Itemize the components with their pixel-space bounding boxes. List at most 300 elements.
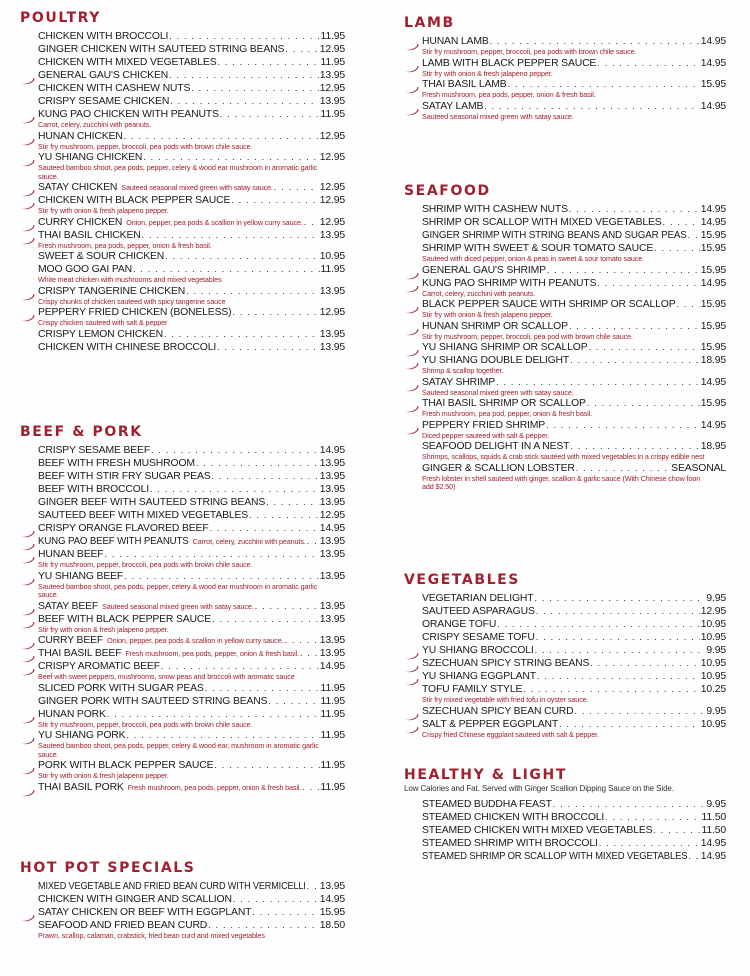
dot-leader xyxy=(169,30,319,43)
menu-item-hunan-chicken xyxy=(20,130,345,152)
dot-leader xyxy=(107,708,320,721)
dot-leader xyxy=(217,56,319,69)
menu-item-kung-pao-shrimp-with-peanuts xyxy=(404,277,726,299)
chili-pepper-icon xyxy=(20,551,35,558)
item-price: 13.95 xyxy=(319,471,345,482)
menu-item-szechuan-spicy-bean-curd xyxy=(404,705,726,718)
item-description: Stir fry mushroom, pepper, broccoli, pea pods with brown chile sauce. xyxy=(38,141,253,151)
item-name: HUNAN CHICKEN xyxy=(38,130,123,142)
item-name: GINGER BEEF WITH SAUTEED STRING BEANS xyxy=(38,497,266,508)
chili-pepper-icon xyxy=(404,708,419,715)
chili-pepper-icon xyxy=(20,72,35,79)
item-name: STEAMED SHRIMP OR SCALLOP WITH MIXED VEGETABLES xyxy=(422,851,688,862)
item-price: 11.95 xyxy=(320,708,345,720)
dot-leader xyxy=(599,837,700,850)
item-name: LAMB WITH BLACK PEPPER SAUCE xyxy=(422,57,597,69)
menu-item-mixed-vegetable-and-fried-bean-curd-with-vermicelli xyxy=(20,880,345,893)
dot-leader xyxy=(535,644,706,657)
item-name: SHRIMP WITH CASHEW NUTS xyxy=(422,204,568,215)
section-title: HOT POT SPECIALS xyxy=(20,860,196,876)
item-name: BLACK PEPPER SAUCE WITH SHRIMP OR SCALLOP xyxy=(422,299,676,310)
dot-leader xyxy=(233,893,319,906)
item-description: Stir fry with onion & fresh jalapeno pepper. xyxy=(422,68,553,78)
item-price: 18.95 xyxy=(700,355,726,366)
dot-leader xyxy=(654,242,700,255)
menu-item-ginger-chicken-with-sauteed-string-beans xyxy=(20,43,345,56)
item-description: Shrimp & scallop together. xyxy=(422,366,504,375)
item-price: 13.95 xyxy=(319,458,345,469)
dot-leader xyxy=(559,718,700,731)
item-name: CRISPY SESAME TOFU xyxy=(422,632,535,643)
dot-leader xyxy=(304,216,319,229)
item-name: CURRY CHICKEN xyxy=(38,216,123,228)
dot-leader xyxy=(547,264,700,277)
item-price: 13.95 xyxy=(319,570,345,582)
menu-item-beef-with-fresh-mushroom xyxy=(20,457,345,470)
item-price: 15.95 xyxy=(700,264,726,276)
item-price: 11.95 xyxy=(320,730,345,741)
dot-leader xyxy=(589,341,700,354)
item-price: 10.95 xyxy=(700,632,726,643)
item-name: SATAY LAMB xyxy=(422,100,484,112)
item-price: 13.95 xyxy=(319,484,345,495)
item-description: Onion, pepper, pea pods & scallion in yellow curry sauce. xyxy=(126,217,303,227)
item-name: GENERAL GAU'S CHICKEN xyxy=(38,70,169,81)
menu-item-thai-basil-shrimp-or-scallop xyxy=(404,397,726,419)
dot-leader xyxy=(536,605,700,618)
item-description: Stir fry mushroom, pepper, broccoli, pea pods with brown chile sauce. xyxy=(38,560,253,569)
item-description: Beef with sweet peppers, mushrooms, snow peas and broccoli with aromatic sauce xyxy=(38,672,295,681)
item-name: PEPPERY FRIED CHICKEN (BONELESS) xyxy=(38,307,232,318)
dot-leader xyxy=(597,277,699,290)
dot-leader xyxy=(150,483,319,496)
item-description: Fresh mushroom, pea pods, pepper, onion & fresh basil. xyxy=(127,782,302,792)
menu-item-moo-goo-gai-pan xyxy=(20,263,345,285)
item-description: Fresh mushroom, pea pods, pepper, onion & fresh basil. xyxy=(422,90,596,99)
dot-leader xyxy=(142,229,319,242)
item-price: 15.95 xyxy=(700,299,726,310)
item-price: 14.95 xyxy=(319,894,345,905)
item-name: BEEF WITH FRESH MUSHROOM xyxy=(38,458,195,469)
chili-pepper-icon xyxy=(20,573,35,580)
item-name: SZECHUAN SPICY STRING BEANS xyxy=(422,658,590,669)
item-description: Stir fry with onion & fresh jalapeno pepper. xyxy=(38,771,169,780)
item-name: YU SHIANG DOUBLE DELIGHT xyxy=(422,355,570,366)
item-price: 12.95 xyxy=(319,152,345,163)
item-name: THAI BASIL BEEF xyxy=(38,648,122,659)
chili-pepper-icon xyxy=(404,81,419,88)
dot-leader xyxy=(232,306,318,319)
menu-item-general-gau-s-shrimp xyxy=(404,264,726,277)
menu-item-sweet-sour-chicken xyxy=(20,250,345,263)
item-price: 14.95 xyxy=(700,376,726,388)
menu-item-crispy-orange-flavored-beef xyxy=(20,522,345,535)
item-price: 14.95 xyxy=(700,217,726,228)
menu-item-shrimp-with-sweet-sour-tomato-sauce xyxy=(404,242,726,264)
item-price: 12.95 xyxy=(319,510,345,521)
item-description: Prawn, scallop, calamari, crabstick, fried bean curd and mixed vegetables xyxy=(38,931,265,940)
dot-leader xyxy=(300,647,319,660)
dot-leader xyxy=(537,670,700,683)
item-name: PORK WITH BLACK PEPPER SAUCE xyxy=(38,760,214,771)
dot-leader xyxy=(597,57,700,70)
section-title: LAMB xyxy=(404,15,455,31)
menu-item-kung-pao-chicken-with-peanuts xyxy=(20,108,345,130)
item-name: GINGER & SCALLION LOBSTER xyxy=(422,462,575,474)
chili-pepper-icon xyxy=(20,111,35,118)
item-price: 15.95 xyxy=(700,230,726,241)
item-name: GINGER SHRIMP WITH STRING BEANS AND SUGAR PEAS xyxy=(422,230,687,241)
item-price: 13.95 xyxy=(319,648,345,659)
item-price: 12.95 xyxy=(319,44,345,55)
item-name: HUNAN SHRIMP OR SCALLOP xyxy=(422,320,568,332)
dot-leader xyxy=(210,522,319,535)
item-price: 13.95 xyxy=(319,600,345,612)
dot-leader xyxy=(274,181,319,194)
item-name: GINGER PORK WITH SAUTEED STRING BEANS xyxy=(38,695,268,707)
chili-pepper-icon xyxy=(20,184,35,191)
item-price: 12.95 xyxy=(319,307,345,318)
menu-item-yu-shiang-eggplant xyxy=(404,670,726,683)
item-description: Onion, pepper, pea pods & scallion in yellow curry sauce. xyxy=(107,636,284,645)
dot-leader xyxy=(268,695,319,708)
menu-item-vegetarian-delight xyxy=(404,592,726,605)
menu-item-beef-with-broccoli xyxy=(20,483,345,496)
menu-item-peppery-fried-chicken-boneless xyxy=(20,306,345,328)
menu-item-hunan-lamb xyxy=(404,35,726,57)
item-description: Stir fry with onion & fresh jalapeno pepper. xyxy=(38,206,169,215)
item-description: Fresh lobster in shell sauteed with ginger, scallion & garlic sauce (With Chinese chow foon add $2.50) xyxy=(422,473,701,491)
menu-item-steamed-chicken-with-broccoli xyxy=(404,811,726,824)
menu-item-curry-beef xyxy=(20,634,345,647)
item-description: Sauteed seasonal mixed green with satay sauce. xyxy=(422,387,574,397)
item-price: 14.95 xyxy=(700,419,726,431)
item-description: Sauteed bamboo shoot, pea pods, pepper, celery & wood ear mushroom in aromatic garlic sauce. xyxy=(38,163,318,181)
dot-leader xyxy=(170,95,319,108)
menu-item-satay-shrimp xyxy=(404,376,726,398)
item-price: 13.95 xyxy=(319,285,345,297)
item-description: Stir fry mushroom, pepper, broccoli, pea pod with brown chile sauce. xyxy=(422,331,633,341)
dot-leader xyxy=(553,798,706,811)
item-name: MOO GOO GAI PAN xyxy=(38,264,132,275)
section-hotpot xyxy=(20,860,345,941)
menu-item-beef-with-black-pepper-sauce xyxy=(20,613,345,635)
dot-leader xyxy=(307,535,319,548)
menu-item-shrimp-with-cashew-nuts xyxy=(404,203,726,216)
item-name: BEEF WITH BLACK PEPPER SAUCE xyxy=(38,613,212,625)
item-name: CHICKEN WITH CASHEW NUTS xyxy=(38,83,191,94)
item-price: 10.25 xyxy=(700,684,726,695)
menu-item-beef-with-stir-fry-sugar-peas xyxy=(20,470,345,483)
item-price: 14.95 xyxy=(700,57,726,69)
menu-item-yu-shiang-broccoli xyxy=(404,644,726,657)
chili-pepper-icon xyxy=(20,637,35,644)
chili-pepper-icon xyxy=(404,301,419,308)
menu-item-crispy-tangerine-chicken xyxy=(20,285,345,307)
dot-leader xyxy=(497,618,700,631)
item-price: 11.95 xyxy=(320,31,345,42)
item-name: KUNG PAO BEEF WITH PEANUTS xyxy=(38,536,189,547)
chili-pepper-icon xyxy=(404,673,419,680)
item-name: CRISPY SESAME CHICKEN xyxy=(38,96,170,107)
chili-pepper-icon xyxy=(404,103,419,110)
dot-leader xyxy=(307,880,319,893)
chili-pepper-icon xyxy=(404,357,419,364)
chili-pepper-icon xyxy=(20,603,35,610)
item-name: YU SHIANG CHICKEN xyxy=(38,152,143,163)
chili-pepper-icon xyxy=(404,38,419,45)
section-healthy xyxy=(404,767,726,863)
item-price: 11.50 xyxy=(701,825,726,836)
dot-leader xyxy=(677,298,700,311)
menu-item-hunan-beef xyxy=(20,548,345,570)
dot-leader xyxy=(266,496,319,509)
menu-item-sauteed-asparagus xyxy=(404,605,726,618)
item-name: HUNAN PORK xyxy=(38,708,106,720)
dot-leader xyxy=(569,320,700,333)
menu-item-hunan-shrimp-or-scallop xyxy=(404,320,726,342)
menu-item-thai-basil-beef xyxy=(20,647,345,660)
item-price: 13.95 xyxy=(319,497,345,508)
menu-item-shrimp-or-scallop-with-mixed-vegetables xyxy=(404,216,726,229)
item-name: CRISPY AROMATIC BEEF xyxy=(38,661,160,672)
item-name: CURRY BEEF xyxy=(38,635,104,646)
chili-pepper-icon xyxy=(20,732,35,739)
dot-leader xyxy=(302,781,319,794)
item-price: 15.95 xyxy=(319,907,345,918)
section-beef xyxy=(20,424,345,794)
dot-leader xyxy=(663,216,700,229)
item-name: YU SHIANG BEEF xyxy=(38,570,124,582)
menu-item-seafood-delight-in-a-nest xyxy=(404,440,726,462)
item-name: CRISPY ORANGE FLAVORED BEEF xyxy=(38,523,209,534)
menu-item-szechuan-spicy-string-beans xyxy=(404,657,726,670)
item-name: CHICKEN WITH GINGER AND SCALLION xyxy=(38,894,232,905)
menu-item-steamed-chicken-with-mixed-vegetables xyxy=(404,824,726,837)
item-price: 14.95 xyxy=(319,661,345,672)
item-price: 12.95 xyxy=(319,130,345,142)
chili-pepper-icon xyxy=(20,219,35,226)
section-title: POULTRY xyxy=(20,10,102,26)
item-price: 12.95 xyxy=(319,216,345,228)
dot-leader xyxy=(575,705,706,718)
item-name: SATAY CHICKEN xyxy=(38,182,118,193)
dot-leader xyxy=(590,657,699,670)
chili-pepper-icon xyxy=(20,711,35,718)
dot-leader xyxy=(534,592,705,605)
menu-item-ginger-scallion-lobster xyxy=(404,462,726,492)
item-price: 13.95 xyxy=(319,613,345,625)
menu-item-thai-basil-lamb xyxy=(404,78,726,100)
menu-item-yu-shiang-pork xyxy=(20,729,345,759)
item-price: 13.95 xyxy=(319,328,345,340)
item-price: 15.95 xyxy=(700,243,726,254)
chili-pepper-icon xyxy=(20,309,35,316)
menu-item-satay-beef xyxy=(20,600,345,613)
dot-leader xyxy=(536,631,700,644)
item-name: YU SHIANG PORK xyxy=(38,730,126,741)
item-description: Crispy chunks of chicken sauteed with spicy tangerine sauce xyxy=(38,296,226,306)
item-description: Shrimps, scallops, squids & crab stick sautéed with mixed vegetables in a crispy edible nest xyxy=(422,452,705,461)
item-description: Fresh mushroom, pea pod, pepper, onion & fresh basil. xyxy=(422,409,593,418)
item-name: SATAY SHRIMP xyxy=(422,376,496,388)
menu-item-yu-shiang-shrimp-or-scallop xyxy=(404,341,726,354)
item-name: CHICKEN WITH MIXED VEGETABLES xyxy=(38,57,217,68)
item-price: 9.95 xyxy=(706,593,726,604)
menu-item-hunan-pork xyxy=(20,708,345,730)
menu-item-satay-chicken-or-beef-with-eggplant xyxy=(20,906,345,919)
item-price: 13.95 xyxy=(319,341,345,353)
chili-pepper-icon xyxy=(20,525,35,532)
item-description: Fresh mushroom, pea pods, pepper, onion & fresh basil. xyxy=(38,240,212,250)
chili-pepper-icon xyxy=(404,379,419,386)
item-name: KUNG PAO SHRIMP WITH PEANUTS xyxy=(422,277,597,289)
item-price: 13.95 xyxy=(319,96,345,107)
section-poultry xyxy=(20,10,345,354)
item-name: BEEF WITH STIR FRY SUGAR PEAS xyxy=(38,471,211,482)
item-name: SEAFOOD DELIGHT IN A NEST xyxy=(422,441,570,452)
item-name: CRISPY TANGERINE CHICKEN xyxy=(38,285,186,297)
menu-item-black-pepper-sauce-with-shrimp-or-scallop xyxy=(404,298,726,320)
item-name: SATAY BEEF xyxy=(38,600,99,612)
menu-item-crispy-sesame-tofu xyxy=(404,631,726,644)
menu-item-chicken-with-black-pepper-sauce xyxy=(20,194,345,216)
item-price: 11.95 xyxy=(320,760,345,771)
item-name: TOFU FAMILY STYLE xyxy=(422,684,523,695)
item-name: SHRIMP WITH SWEET & SOUR TOMATO SAUCE xyxy=(422,243,654,254)
chili-pepper-icon xyxy=(20,133,35,140)
item-price: 14.95 xyxy=(700,277,726,289)
item-price: 11.95 xyxy=(320,682,345,694)
dot-leader xyxy=(196,457,319,470)
item-description: Sauteed seasonal mixed green with satay sauce. xyxy=(121,183,273,192)
item-description: Carrot, celery, zucchini with peanuts. xyxy=(38,120,152,129)
item-name: SALT & PEPPER EGGPLANT xyxy=(422,718,559,730)
item-name: YU SHIANG BROCCOLI xyxy=(422,645,534,656)
item-description: Crispy chicken sauteed with salt & pepper xyxy=(38,318,168,327)
dot-leader xyxy=(653,824,700,837)
menu-item-kung-pao-beef-with-peanuts xyxy=(20,535,345,548)
menu-item-salt-pepper-eggplant xyxy=(404,718,726,740)
dot-leader xyxy=(249,509,319,522)
dot-leader xyxy=(205,682,320,695)
item-price: 15.95 xyxy=(700,398,726,409)
item-description: Crispy fried Chinese eggplant sauteed with salt & pepper. xyxy=(422,729,599,739)
chili-pepper-icon xyxy=(404,660,419,667)
item-name: CHICKEN WITH BROCCOLI xyxy=(38,31,169,42)
chili-pepper-icon xyxy=(404,267,419,274)
menu-item-orange-tofu xyxy=(404,618,726,631)
chili-pepper-icon xyxy=(404,422,419,429)
item-name: THAI BASIL PORK xyxy=(38,781,124,793)
chili-pepper-icon xyxy=(20,650,35,657)
item-price: 14.95 xyxy=(319,445,345,456)
item-price: 11.95 xyxy=(320,695,345,707)
dot-leader xyxy=(252,906,318,919)
menu-item-peppery-fried-shrimp xyxy=(404,419,726,441)
item-price: 10.95 xyxy=(700,718,726,730)
item-name: THAI BASIL SHRIMP OR SCALLOP xyxy=(422,398,586,409)
chili-pepper-icon xyxy=(20,538,35,545)
menu-item-lamb-with-black-pepper-sauce xyxy=(404,57,726,79)
item-description: Sauteed with diced pepper, onion & peas in sweet & sour tomato sauce xyxy=(422,254,643,263)
chili-pepper-icon xyxy=(404,280,419,287)
item-price: 11.95 xyxy=(320,109,345,120)
item-name: SAUTEED BEEF WITH MIXED VEGETABLES xyxy=(38,510,249,521)
item-price: 14.95 xyxy=(700,100,726,112)
item-price: 12.95 xyxy=(700,606,726,617)
item-name: STEAMED BUDDHA FEAST xyxy=(422,799,552,810)
menu-item-tofu-family-style xyxy=(404,683,726,705)
item-name: SHRIMP OR SCALLOP WITH MIXED VEGETABLES xyxy=(422,217,662,228)
menu-item-ginger-shrimp-with-string-beans-and-sugar-peas xyxy=(404,229,726,242)
item-price: 10.95 xyxy=(700,619,726,630)
menu-item-steamed-shrimp-with-broccoli xyxy=(404,837,726,850)
chili-pepper-icon xyxy=(20,616,35,623)
dot-leader xyxy=(124,130,319,143)
menu-item-ginger-beef-with-sauteed-string-beans xyxy=(20,496,345,509)
menu-item-pork-with-black-pepper-sauce xyxy=(20,759,345,781)
chili-pepper-icon xyxy=(404,400,419,407)
menu-item-chicken-with-ginger-and-scallion xyxy=(20,893,345,906)
chili-pepper-icon xyxy=(404,721,419,728)
item-name: SATAY CHICKEN OR BEEF WITH EGGPLANT xyxy=(38,907,252,918)
item-name: GINGER CHICKEN WITH SAUTEED STRING BEANS xyxy=(38,44,285,55)
chili-pepper-icon xyxy=(404,344,419,351)
item-price: 13.95 xyxy=(319,536,345,547)
chili-pepper-icon xyxy=(20,232,35,239)
item-name: THAI BASIL CHICKEN xyxy=(38,229,141,241)
item-price: 15.95 xyxy=(700,79,726,90)
item-name: YU SHIANG SHRIMP OR SCALLOP xyxy=(422,342,588,353)
menu-item-seafood-and-fried-bean-curd xyxy=(20,919,345,941)
item-price: 18.50 xyxy=(319,920,345,931)
item-price: 11.50 xyxy=(701,812,726,823)
item-price: 14.95 xyxy=(700,204,726,215)
item-name: STEAMED SHRIMP WITH BROCCOLI xyxy=(422,838,598,849)
item-description: Stir fry mushroom, pepper, broccoli, pea pods with brown chile sauce. xyxy=(422,47,637,56)
chili-pepper-icon xyxy=(20,663,35,670)
dot-leader xyxy=(546,419,700,432)
item-name: CHICKEN WITH CHINESE BROCCOLI xyxy=(38,341,217,353)
section-veg xyxy=(404,572,726,739)
dot-leader xyxy=(124,570,319,583)
item-price: 15.95 xyxy=(700,320,726,332)
menu-item-crispy-sesame-beef xyxy=(20,444,345,457)
item-description: Sauteed seasonal mixed green with satay sauce. xyxy=(102,601,254,611)
item-price: 14.95 xyxy=(700,851,726,862)
dot-leader xyxy=(169,69,319,82)
item-description: Fresh mushroom, pea pods, pepper, onion & fresh basil. xyxy=(125,649,299,658)
item-name: SWEET & SOUR CHICKEN xyxy=(38,251,165,262)
item-name: SZECHUAN SPICY BEAN CURD xyxy=(422,705,574,717)
item-price: 13.95 xyxy=(319,70,345,81)
item-name: YU SHIANG EGGPLANT xyxy=(422,671,536,682)
menu-item-steamed-shrimp-or-scallop-with-mixed-vegetables xyxy=(404,850,726,863)
item-description: Sauteed bamboo shoot, pea pods, pepper, celery & wood ear, mushroom in aromatic garlic sauce. xyxy=(38,741,319,759)
item-name: GENERAL GAU'S SHRIMP xyxy=(422,264,546,276)
menu-item-curry-chicken xyxy=(20,216,345,229)
item-name: BEEF WITH BROCCOLI xyxy=(38,484,150,495)
item-name: THAI BASIL LAMB xyxy=(422,79,507,90)
item-price: 14.95 xyxy=(700,838,726,849)
menu-item-yu-shiang-double-delight xyxy=(404,354,726,376)
item-price: 13.95 xyxy=(319,549,345,560)
item-name: MIXED VEGETABLE AND FRIED BEAN CURD WITH VERMICELLI xyxy=(38,881,306,892)
chili-pepper-icon xyxy=(404,323,419,330)
menu-item-chicken-with-broccoli xyxy=(20,30,345,43)
item-price: 9.95 xyxy=(706,645,726,656)
